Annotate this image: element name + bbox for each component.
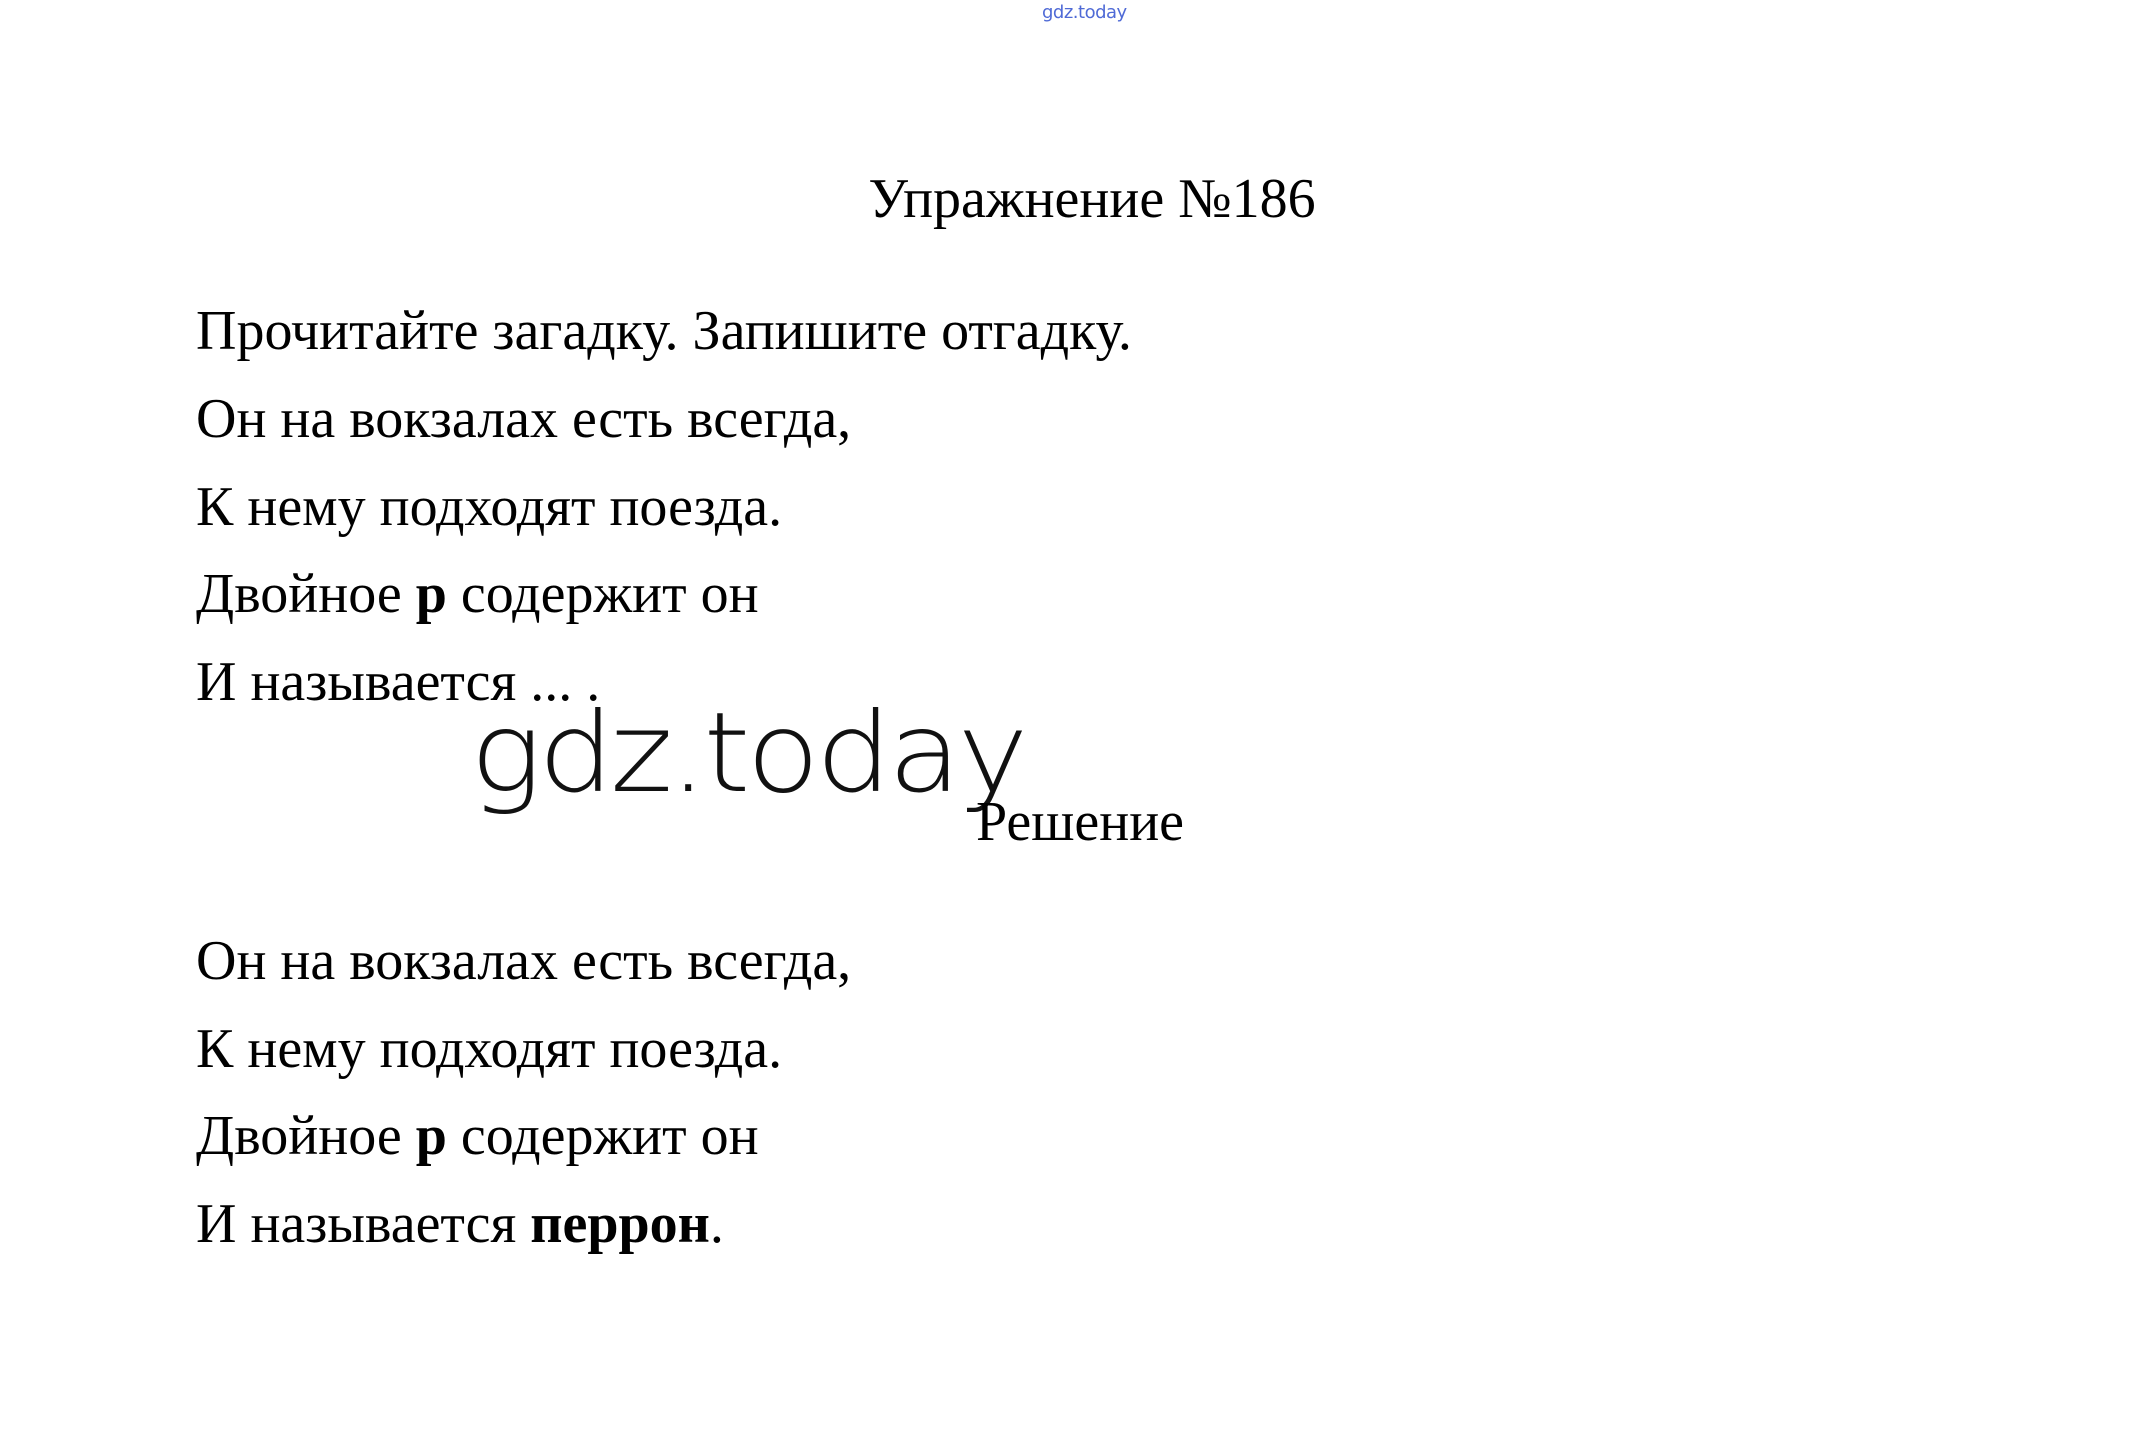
site-link[interactable]: gdz.today xyxy=(1042,2,1127,23)
task-text: Прочитайте загадку. Запишите отгадку. xyxy=(196,300,1132,362)
solution-line-3-end: содержит он xyxy=(446,1105,759,1167)
exercise-title: Упражнение №186 xyxy=(868,168,1316,230)
solution-line-2: К нему подходят поезда. xyxy=(196,1018,783,1080)
riddle-line-3-start: Двойное xyxy=(196,563,416,625)
solution-line-3 xyxy=(196,1103,759,1169)
solution-line-1: Он на вокзалах есть всегда, xyxy=(196,930,852,992)
solution-heading: Решение xyxy=(976,791,1185,853)
riddle-line-2: К нему подходят поезда. xyxy=(196,476,783,538)
solution-line-4-end: . xyxy=(709,1193,724,1255)
riddle-line-4: И называется ... . xyxy=(196,651,601,713)
answer-word: перрон xyxy=(530,1193,710,1255)
solution-line-4 xyxy=(196,1191,724,1257)
watermark-logo: gdz.today xyxy=(470,690,1025,818)
solution-bold-letter: р xyxy=(415,1105,447,1167)
solution-line-3-start: Двойное xyxy=(196,1105,416,1167)
riddle-line-3-end: содержит он xyxy=(446,563,759,625)
riddle-line-3 xyxy=(196,561,759,627)
solution-line-4-start: И называется xyxy=(196,1193,531,1255)
riddle-bold-letter: р xyxy=(415,563,447,625)
riddle-line-1: Он на вокзалах есть всегда, xyxy=(196,388,852,450)
